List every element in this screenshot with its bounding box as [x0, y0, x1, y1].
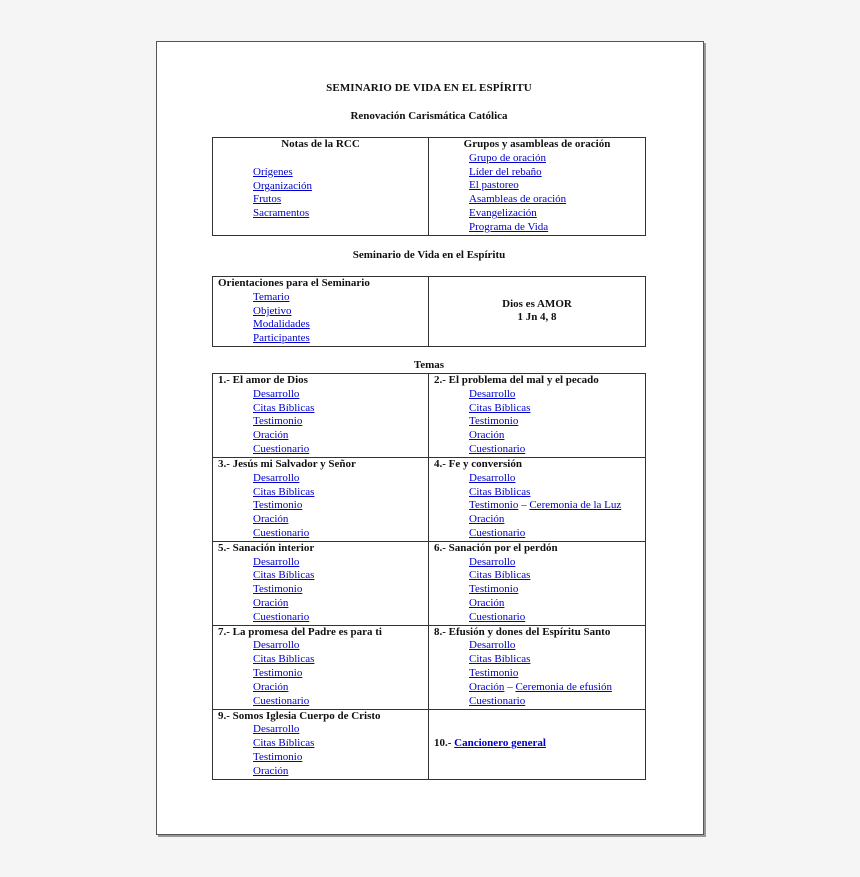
tema-3-desarrollo[interactable]: Desarrollo — [253, 471, 300, 484]
tema-4-testimonio[interactable]: Testimonio — [469, 499, 519, 512]
tema-6-title: 6.- Sanación por el perdón — [434, 541, 558, 554]
temas-heading: Temas — [413, 359, 445, 371]
rcc-notes-header: Notas de la RCC — [281, 138, 360, 150]
tema-10-cell — [429, 709, 646, 779]
tema-9-cell — [213, 709, 429, 779]
tema-5-citas[interactable]: Citas Bíblicas — [253, 569, 315, 582]
tema-5-cuestionario[interactable]: Cuestionario — [253, 610, 310, 623]
tema-9-testimonio[interactable]: Testimonio — [253, 750, 303, 763]
tema-2-cell — [429, 374, 646, 458]
link-modalidades[interactable]: Modalidades — [253, 318, 310, 331]
tema-6-oracion[interactable]: Oración — [469, 596, 505, 609]
seminar-heading: Seminario de Vida en el Espíritu — [352, 249, 506, 261]
tema-7-citas[interactable]: Citas Bíblicas — [253, 653, 315, 666]
document-page — [156, 41, 704, 835]
tema-4-title: 4.- Fe y conversión — [434, 458, 522, 470]
tema-6-desarrollo[interactable]: Desarrollo — [469, 555, 516, 568]
tema-6-testimonio[interactable]: Testimonio — [469, 583, 519, 596]
orientaciones-table — [212, 276, 646, 347]
link-programa-vida[interactable]: Programa de Vida — [469, 220, 549, 233]
tema-8-oracion[interactable]: Oración — [469, 680, 505, 693]
document-subtitle: Renovación Carismática Católica — [350, 110, 508, 122]
orientaciones-cell — [213, 277, 429, 347]
quote-line-1: Dios es AMOR — [502, 297, 572, 310]
tema-1-title: 1.- El amor de Dios — [218, 374, 308, 386]
tema-5-title: 5.- Sanación interior — [218, 541, 315, 554]
tema-7-oracion[interactable]: Oración — [253, 680, 289, 693]
link-asambleas[interactable]: Asambleas de oración — [469, 193, 567, 206]
link-cancionero-general[interactable]: Cancionero general — [454, 737, 546, 750]
tema-4-desarrollo[interactable]: Desarrollo — [469, 471, 516, 484]
tema-1-oracion[interactable]: Oración — [253, 429, 289, 442]
link-evangelizacion[interactable]: Evangelización — [469, 206, 537, 219]
tema-6-citas[interactable]: Citas Bíblicas — [469, 569, 531, 582]
temas-table — [212, 373, 646, 780]
tema-3-citas[interactable]: Citas Bíblicas — [253, 485, 315, 498]
tema-9-oracion[interactable]: Oración — [253, 764, 289, 777]
tema-7-desarrollo[interactable]: Desarrollo — [253, 639, 300, 652]
tema-8-cell — [429, 625, 646, 709]
tema-5-oracion[interactable]: Oración — [253, 596, 289, 609]
link-sacramentos[interactable]: Sacramentos — [253, 207, 310, 220]
link-frutos[interactable]: Frutos — [253, 193, 282, 206]
rcc-groups-header: Grupos y asambleas de oración — [463, 138, 611, 150]
link-participantes[interactable]: Participantes — [253, 332, 310, 345]
tema-4-dash: – — [521, 499, 527, 512]
tema-8-ceremonia-efusion[interactable]: Ceremonia de efusión — [515, 680, 612, 693]
link-lider-rebano[interactable]: Líder del rebaño — [469, 165, 542, 178]
link-grupo-oracion[interactable]: Grupo de oración — [469, 151, 546, 164]
tema-5-desarrollo[interactable]: Desarrollo — [253, 555, 300, 568]
tema-4-cuestionario[interactable]: Cuestionario — [469, 526, 526, 539]
tema-8-dash: – — [507, 680, 513, 693]
tema-6-cuestionario[interactable]: Cuestionario — [469, 610, 526, 623]
tema-8-title: 8.- Efusión y dones del Espíritu Santo — [434, 625, 611, 638]
tema-4-cell — [429, 458, 646, 542]
tema-1-testimonio[interactable]: Testimonio — [253, 415, 303, 428]
tema-7-cell — [213, 625, 429, 709]
tema-4-citas[interactable]: Citas Bíblicas — [469, 485, 531, 498]
rcc-groups-cell — [429, 138, 646, 236]
tema-4-oracion[interactable]: Oración — [469, 513, 505, 526]
tema-8-cuestionario[interactable]: Cuestionario — [469, 694, 526, 707]
rcc-table — [212, 137, 646, 236]
tema-1-desarrollo[interactable]: Desarrollo — [253, 387, 300, 400]
tema-3-testimonio[interactable]: Testimonio — [253, 499, 303, 512]
tema-3-oracion[interactable]: Oración — [253, 513, 289, 526]
tema-7-cuestionario[interactable]: Cuestionario — [253, 694, 310, 707]
tema-9-title: 9.- Somos Iglesia Cuerpo de Cristo — [218, 709, 381, 722]
quote-line-2: 1 Jn 4, 8 — [517, 311, 557, 324]
tema-5-cell — [213, 541, 429, 625]
tema-6-cell — [429, 541, 646, 625]
tema-3-title: 3.- Jesús mi Salvador y Señor — [218, 458, 356, 470]
tema-2-desarrollo[interactable]: Desarrollo — [469, 387, 516, 400]
tema-2-testimonio[interactable]: Testimonio — [469, 415, 519, 428]
document-title: SEMINARIO DE VIDA EN EL ESPÍRITU — [326, 82, 532, 94]
tema-1-cuestionario[interactable]: Cuestionario — [253, 442, 310, 455]
tema-3-cuestionario[interactable]: Cuestionario — [253, 526, 310, 539]
tema-10-prefix: 10.- — [434, 737, 452, 750]
tema-2-oracion[interactable]: Oración — [469, 429, 505, 442]
tema-1-citas[interactable]: Citas Bíblicas — [253, 401, 315, 414]
tema-7-testimonio[interactable]: Testimonio — [253, 666, 303, 679]
tema-8-testimonio[interactable]: Testimonio — [469, 666, 519, 679]
quote-cell — [429, 277, 646, 347]
tema-9-citas[interactable]: Citas Bíblicas — [253, 737, 315, 750]
link-organizacion[interactable]: Organización — [253, 179, 313, 192]
orientaciones-header: Orientaciones para el Seminario — [218, 277, 370, 289]
link-origenes[interactable]: Orígenes — [253, 165, 293, 178]
tema-8-desarrollo[interactable]: Desarrollo — [469, 639, 516, 652]
tema-8-citas[interactable]: Citas Bíblicas — [469, 653, 531, 666]
tema-3-cell — [213, 458, 429, 542]
tema-2-title: 2.- El problema del mal y el pecado — [434, 374, 599, 386]
tema-1-cell — [213, 374, 429, 458]
link-objetivo[interactable]: Objetivo — [253, 304, 292, 317]
rcc-notes-cell — [213, 138, 429, 236]
tema-7-title: 7.- La promesa del Padre es para ti — [218, 625, 382, 638]
tema-2-cuestionario[interactable]: Cuestionario — [469, 442, 526, 455]
link-pastoreo[interactable]: El pastoreo — [469, 179, 519, 192]
tema-9-desarrollo[interactable]: Desarrollo — [253, 723, 300, 736]
link-temario[interactable]: Temario — [253, 290, 290, 303]
tema-2-citas[interactable]: Citas Bíblicas — [469, 401, 531, 414]
tema-4-ceremonia-luz[interactable]: Ceremonia de la Luz — [529, 499, 622, 512]
tema-5-testimonio[interactable]: Testimonio — [253, 583, 303, 596]
